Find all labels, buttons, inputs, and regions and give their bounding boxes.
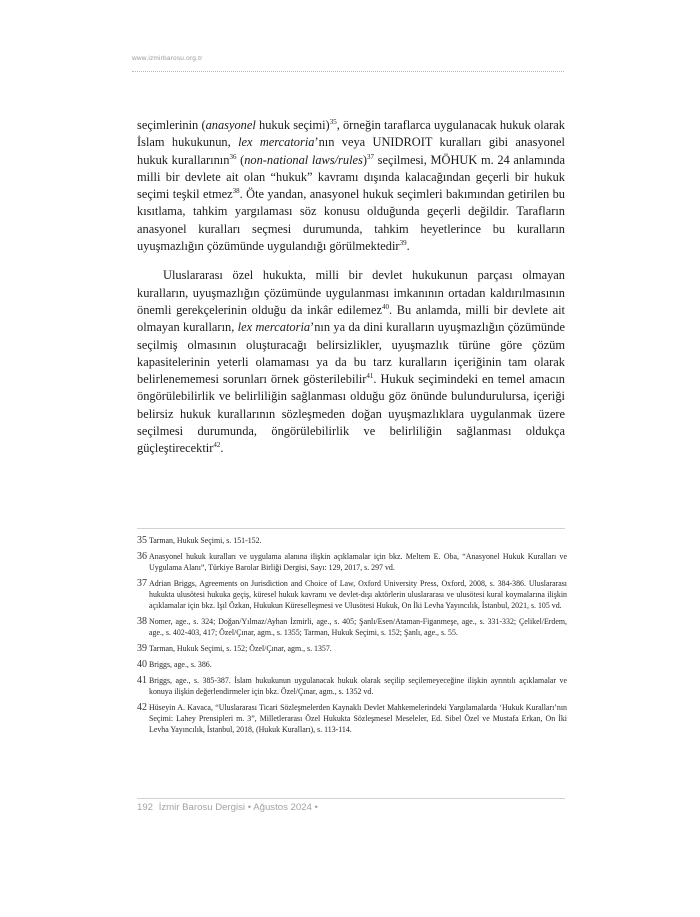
journal-name: İzmir Barosu Dergisi • Ağustos 2024 • (158, 802, 318, 813)
text-run: ’nın veya UNIDROIT kuralları gibi anasyonel hukuk kurallarının (137, 135, 565, 167)
text-run: . (220, 441, 224, 456)
footnote-text: Briggs, age., s. 386. (149, 660, 212, 669)
italic-text: lex mercatoria (238, 135, 315, 150)
footnote-number: 41 (137, 675, 147, 686)
footnote-ref: 40 (381, 302, 389, 311)
footnote-text: Nomer, age., s. 324; Doğan/Yılmaz/Ayhan İzmirli, age., s. 405; Şanlı/Esen/Ataman-Figanmeşe, age., s. 331-332; Çelikel/Erdem, age., s. 402-403, 417; Özel/Çınar, agm., s. 1355; Tarman, Hukuk Seçimi, s. 152; Şanlı, age., s. 55. (149, 617, 567, 637)
header-url: www.izmirbarosu.org.tr (132, 55, 203, 62)
footnote-number: 38 (137, 616, 147, 627)
text-run: . Bu anlamda, milli bir devlete ait olmayan kuralların, (137, 302, 565, 335)
footnote-text: Anasyonel hukuk kuralları ve uygulama alanına ilişkin açıklamalar için bkz. Meltem E. Oba, “Anasyonel Hukuk Kuralları ve Uygulama Alanı”, Türkiye Barolar Birliği Dergisi, Sayı: 129, 2017, s. 297 vd. (149, 552, 567, 572)
footnote-text: Tarman, Hukuk Seçimi, s. 152; Özel/Çınar, agm., s. 1357. (149, 644, 332, 653)
footnote-ref: 39 (399, 238, 407, 247)
text-run: seçimlerinin ( (137, 118, 206, 132)
footnote (137, 551, 567, 573)
body-text (137, 117, 565, 458)
paragraph-2 (137, 267, 565, 457)
footnote-ref: 36 (229, 152, 237, 161)
footnote-ref: 38 (232, 187, 240, 196)
footnote (137, 643, 567, 654)
footnote-number: 40 (137, 659, 147, 670)
footer-divider (137, 798, 565, 799)
italic-text: non-national laws/rules (244, 152, 363, 167)
text-run: hukuk seçimi) (255, 118, 330, 132)
text-run: Uluslararası özel hukukta, milli bir devlet hukukunun parçası olmayan kuralların, uyuşmazlığın çözümünde uygulanması imkanının ortadan kaldırılmasının önemli gerekçelerinin olduğu da inkâr edilemez (137, 268, 565, 317)
footnote-text: Hüseyin A. Kavaca, “Uluslararası Ticari Sözleşmelerden Kaynaklı Devlet Mahkemelerindeki Yargılamalarda ‘Hukuk Kuralları’nın Seçimi: Lahey Prensipleri m. 3”, Milletlerarası Özel Hukukta Sözleşmesel Meseleler, Ed. Sibel Özel ve Mustafa Erkan, On İki Levha Yayıncılık, İstanbul, 2018, (Hukuk Kuralları), s. 113-114. (149, 703, 567, 734)
paragraph-1 (137, 117, 565, 255)
footnote-ref: 42 (213, 441, 221, 450)
italic-text: lex mercatoria (237, 320, 311, 335)
footnotes (137, 535, 567, 740)
footnote-ref: 35 (329, 117, 337, 126)
footnote-number: 37 (137, 578, 147, 589)
footnote (137, 578, 567, 611)
footnote-ref: 37 (366, 152, 374, 161)
footnote-ref: 41 (366, 372, 374, 381)
footnote (137, 702, 567, 735)
footnote-number: 42 (137, 702, 147, 713)
footnote-text: Adrian Briggs, Agreements on Jurisdiction and Choice of Law, Oxford University Press, Oxford, 2008, s. 384-386. Uluslararası hukukta ulusötesi hukuka geçiş, küresel hukuk kavramı ve devlet-dışı aktörlerin uluslararası ve ulusötesi kural koymalarına ilişkin açıklamalar için bkz. Işıl Özkan, Hukukun Küreselleşmesi ve Ulusötesi Hukuk, On İki Levha Yayıncılık, İstanbul, 2021, s. 105 vd. (149, 579, 567, 610)
header-divider (132, 71, 564, 72)
footnote-divider (137, 528, 565, 529)
footnote-number: 39 (137, 643, 147, 654)
text-run: , örneğin taraflarca uygulanacak hukuk olarak İslam hukukunun, (137, 118, 565, 150)
footnote-text: Tarman, Hukuk Seçimi, s. 151-152. (149, 536, 262, 545)
text-run: ) (362, 152, 367, 167)
page-number: 192 (137, 802, 154, 813)
footnote-text: Briggs, age., s. 385-387. İslam hukukunun uygulanacak hukuk olarak seçilip seçilemeyeceğine ilişkin ayrıntılı açıklamalar ve konuya ilişkin değerlendirmeler için bkz. Özel/Çınar, agm., s. 1352 vd. (149, 676, 567, 696)
footnote-number: 35 (137, 535, 147, 546)
footnote (137, 675, 567, 697)
text-run: ( (236, 152, 245, 167)
italic-text: anasyonel (205, 118, 256, 132)
footnote (137, 535, 567, 546)
footnote (137, 659, 567, 670)
text-run: . Hukuk seçimindeki en temel amacın öngörülebilirlik ve belirliliğin sağlanması olduğu göz önünde bulundurulursa, içeriği belirsiz hukuk kurallarının sözleşmeden doğan uyuşmazlıklara uygulanmak üzere seçilmesi durumunda, öngörülebilirlik ve belirliliğin sağlanması oldukça güçleştirecektir (137, 372, 565, 456)
text-run: seçilmesi, MÖHUK m. 24 anlamında milli bir devlete ait olan “hukuk” kavramı dışında kalacağından geçerli bir hukuk seçimi teşkil etmez (137, 152, 565, 202)
footnote (137, 616, 567, 638)
text-run: . Öte yandan, anasyonel hukuk seçimleri bakımından getirilen bu kısıtlama, tahkim yargılaması söz konusu olduğunda geçerli değildir. Tarafların anasyonel kuralları seçmesi durumunda, tahkim heyetlerince bu kuralların uyuşmazlığın çözümünde uygulandığı görülmektedir (137, 187, 565, 254)
page-footer (137, 802, 565, 813)
footnote-number: 36 (137, 551, 147, 562)
text-run: . (406, 239, 410, 254)
text-run: ’nın ya da dini kuralların uyuşmazlığın çözümünde seçilmiş olmasının oluşturacağı belirsizlikler, uyuşmazlık türüne göre çözüm kapasitelerinin yeterli olamaması ya da bu tarz kuralların içeriğinin tam olarak belirlenememesi sorunları örnek gösterilebilir (137, 320, 565, 387)
